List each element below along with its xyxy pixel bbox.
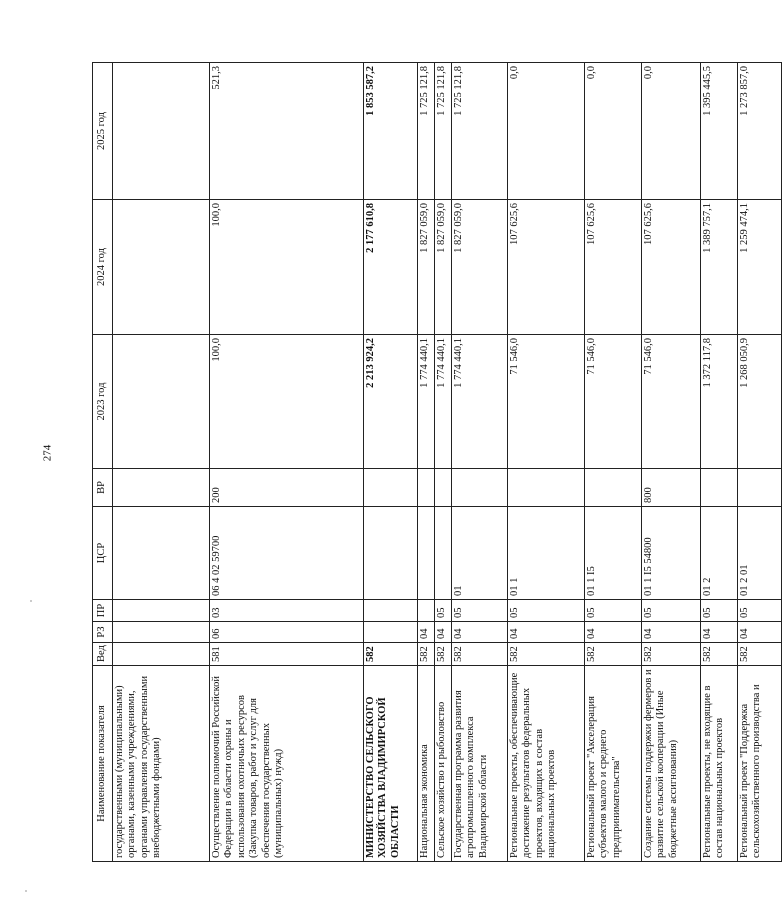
cell-2023: 1 268 050,9 xyxy=(738,335,782,469)
cell-ved: 582 xyxy=(418,643,435,666)
cell-rz: 04 xyxy=(585,622,642,643)
cell-pr: 05 xyxy=(585,600,642,622)
cell-pr: 05 xyxy=(452,600,508,622)
cell-ved xyxy=(113,643,210,666)
cell-2025: 1 725 121,8 xyxy=(435,63,452,200)
budget-table-frame xyxy=(92,63,763,862)
cell-csr xyxy=(113,507,210,600)
header-pr: ПР xyxy=(93,600,113,622)
table-row xyxy=(418,63,435,862)
cell-rz: 06 xyxy=(210,622,364,643)
cell-2024: 1 259 474,1 xyxy=(738,200,782,335)
cell-pr xyxy=(418,600,435,622)
cell-2024: 1 389 757,1 xyxy=(701,200,738,335)
scan-speck xyxy=(25,890,27,892)
cell-2024: 107 625,6 xyxy=(508,200,585,335)
cell-pr xyxy=(113,600,210,622)
cell-rz: 04 xyxy=(738,622,782,643)
cell-csr xyxy=(364,507,418,600)
header-2023: 2023 год xyxy=(93,335,113,469)
cell-csr: 01 1 I5 54800 xyxy=(642,507,701,600)
cell-2024: 100,0 xyxy=(210,200,364,335)
cell-ved: 582 xyxy=(642,643,701,666)
header-ved: Вед xyxy=(93,643,113,666)
cell-2023: 1 372 117,8 xyxy=(701,335,738,469)
cell-2023: 1 774 440,1 xyxy=(452,335,508,469)
cell-name: Региональные проекты, обеспечивающие достижение результатов федеральных проектов, входящих в состав национальных проектов xyxy=(508,666,585,862)
cell-name: государственными (муниципальными) органами, казенными учреждениями, органами управления государственными внебюджетными фондами) xyxy=(113,666,210,862)
cell-ved: 582 xyxy=(435,643,452,666)
cell-2023: 71 546,0 xyxy=(642,335,701,469)
cell-2023: 1 774 440,1 xyxy=(418,335,435,469)
cell-vr: 800 xyxy=(642,469,701,507)
cell-ved: 582 xyxy=(738,643,782,666)
cell-csr xyxy=(418,507,435,600)
cell-2025: 1 395 445,5 xyxy=(701,63,738,200)
cell-vr xyxy=(452,469,508,507)
cell-2023 xyxy=(113,335,210,469)
cell-2024: 107 625,6 xyxy=(585,200,642,335)
cell-csr: 06 4 02 59700 xyxy=(210,507,364,600)
cell-ved: 581 xyxy=(210,643,364,666)
cell-csr xyxy=(435,507,452,600)
cell-vr: 200 xyxy=(210,469,364,507)
cell-pr: 05 xyxy=(508,600,585,622)
cell-vr xyxy=(701,469,738,507)
cell-pr: 05 xyxy=(642,600,701,622)
cell-csr: 01 2 01 xyxy=(738,507,782,600)
cell-2023: 2 213 924,2 xyxy=(364,335,418,469)
cell-vr xyxy=(364,469,418,507)
cell-name: Региональные проекты, не входящие в состав национальных проектов xyxy=(701,666,738,862)
cell-2024: 1 827 059,0 xyxy=(452,200,508,335)
header-rz: РЗ xyxy=(93,622,113,643)
cell-rz: 04 xyxy=(701,622,738,643)
cell-rz: 04 xyxy=(435,622,452,643)
cell-pr: 03 xyxy=(210,600,364,622)
cell-vr xyxy=(585,469,642,507)
table-row xyxy=(508,63,585,862)
header-2025: 2025 год xyxy=(93,63,113,200)
cell-rz xyxy=(364,622,418,643)
page-number-text: 274 xyxy=(41,444,53,462)
scan-speck xyxy=(30,600,32,602)
cell-2025: 521,3 xyxy=(210,63,364,200)
cell-ved: 582 xyxy=(701,643,738,666)
cell-ved: 582 xyxy=(452,643,508,666)
cell-2025: 0,0 xyxy=(585,63,642,200)
table-row xyxy=(364,63,418,862)
table-row xyxy=(701,63,738,862)
table-row xyxy=(585,63,642,862)
cell-name: Региональный проект "Акселерация субъектов малого и среднего предпринимательства" xyxy=(585,666,642,862)
cell-csr: 01 1 I5 xyxy=(585,507,642,600)
cell-2024: 2 177 610,8 xyxy=(364,200,418,335)
cell-2025: 0,0 xyxy=(642,63,701,200)
cell-rz: 04 xyxy=(508,622,585,643)
cell-rz: 04 xyxy=(642,622,701,643)
cell-rz: 04 xyxy=(452,622,508,643)
cell-ved: 582 xyxy=(364,643,418,666)
table-row xyxy=(210,63,364,862)
cell-2024: 1 827 059,0 xyxy=(418,200,435,335)
table-row xyxy=(113,63,210,862)
cell-vr xyxy=(508,469,585,507)
header-csr: ЦСР xyxy=(93,507,113,600)
cell-vr xyxy=(738,469,782,507)
cell-vr xyxy=(435,469,452,507)
header-vr: ВР xyxy=(93,469,113,507)
cell-2025: 1 853 587,2 xyxy=(364,63,418,200)
cell-ved: 582 xyxy=(508,643,585,666)
header-name: Наименование показателя xyxy=(93,666,113,862)
cell-name: Региональный проект "Поддержка сельскохозяйственного производства и xyxy=(738,666,782,862)
cell-vr xyxy=(113,469,210,507)
cell-name: Национальная экономика xyxy=(418,666,435,862)
cell-name: МИНИСТЕРСТВО СЕЛЬСКОГО ХОЗЯЙСТВА ВЛАДИМИРСКОЙ ОБЛАСТИ xyxy=(364,666,418,862)
cell-2025 xyxy=(113,63,210,200)
cell-2025: 1 725 121,8 xyxy=(418,63,435,200)
cell-name: Осуществление полномочий Российской Федерации в области охраны и использования охотничьих ресурсов (Закупка товаров, работ и услуг для обеспечения государственных (муниципальных) нужд) xyxy=(210,666,364,862)
cell-2024: 107 625,6 xyxy=(642,200,701,335)
rotated-table-container xyxy=(92,63,763,862)
cell-pr: 05 xyxy=(701,600,738,622)
cell-name: Сельское хозяйство и рыболовство xyxy=(435,666,452,862)
table-body xyxy=(113,63,782,862)
cell-pr: 05 xyxy=(738,600,782,622)
cell-rz xyxy=(113,622,210,643)
cell-2023: 1 774 440,1 xyxy=(435,335,452,469)
cell-name: Государственная программа развития агропромышленного комплекса Владимирской области xyxy=(452,666,508,862)
cell-csr: 01 xyxy=(452,507,508,600)
cell-2024: 1 827 059,0 xyxy=(435,200,452,335)
cell-rz: 04 xyxy=(418,622,435,643)
cell-2025: 1 273 857,0 xyxy=(738,63,782,200)
cell-pr xyxy=(364,600,418,622)
page-number xyxy=(37,443,57,463)
cell-2023: 71 546,0 xyxy=(508,335,585,469)
table-row xyxy=(452,63,508,862)
cell-ved: 582 xyxy=(585,643,642,666)
table-row xyxy=(435,63,452,862)
header-2024: 2024 год xyxy=(93,200,113,335)
cell-2024 xyxy=(113,200,210,335)
cell-pr: 05 xyxy=(435,600,452,622)
cell-2023: 100,0 xyxy=(210,335,364,469)
table-row xyxy=(738,63,782,862)
cell-2025: 1 725 121,8 xyxy=(452,63,508,200)
cell-name: Создание системы поддержки фермеров и развитие сельской кооперации (Иные бюджетные ассигнования) xyxy=(642,666,701,862)
table-header-row xyxy=(93,63,113,862)
cell-csr: 01 2 xyxy=(701,507,738,600)
cell-2023: 71 546,0 xyxy=(585,335,642,469)
cell-2025: 0,0 xyxy=(508,63,585,200)
budget-table xyxy=(92,62,782,862)
table-row xyxy=(642,63,701,862)
cell-csr: 01 1 xyxy=(508,507,585,600)
cell-vr xyxy=(418,469,435,507)
